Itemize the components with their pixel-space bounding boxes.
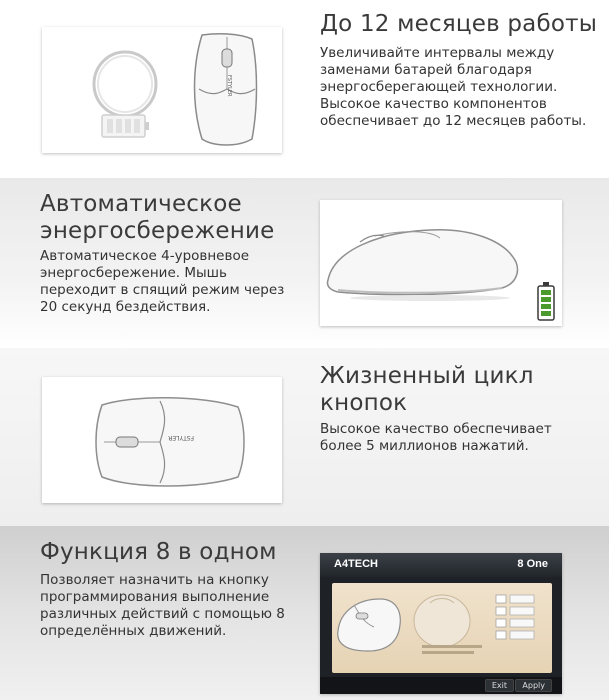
- apply-button[interactable]: Apply: [515, 679, 552, 692]
- software-product-logo: 8 One: [517, 558, 548, 570]
- battery-life-image: [42, 27, 282, 153]
- software-screenshot: [320, 553, 562, 694]
- battery-icon: [538, 282, 554, 320]
- section-title: Функция 8 в одном: [40, 539, 277, 565]
- section-description: Высокое качество обеспечивает более 5 миллионов нажатий.: [320, 421, 552, 454]
- section-title: Жизненный цикл кнопок: [320, 363, 534, 416]
- exit-button[interactable]: Exit: [485, 679, 514, 692]
- software-footer: [320, 677, 562, 694]
- feature-8-in-1: [0, 526, 609, 700]
- mouse-top-horizontal-illustration: [42, 377, 282, 503]
- software-mouse-image: [334, 591, 404, 657]
- button-lifecycle-image: [42, 377, 282, 503]
- feature-power-saving: [0, 178, 609, 348]
- mouse-side-illustration: [320, 200, 562, 326]
- section-title: До 12 месяцев работы: [320, 11, 598, 37]
- software-header: [320, 553, 562, 577]
- feature-button-lifecycle: [0, 348, 609, 526]
- software-brand-logo: A4TECH: [334, 558, 379, 570]
- battery-mouse-illustration: [42, 27, 282, 153]
- section-description: Увеличивайте интервалы между заменами батарей благодаря энергосберегающей технологии. Высокое качество компонентов обеспечивает до 12 месяцев работы.: [320, 45, 587, 129]
- feature-battery-life: [0, 0, 609, 178]
- svg-text:FSTYLER: FSTYLER: [226, 75, 232, 97]
- section-description: Автоматическое 4-уровневое энергосбережение. Мышь переходит в спящий режим через 20 секунд бездействия.: [40, 248, 285, 315]
- svg-text:FSTYLER: FSTYLER: [168, 434, 194, 441]
- section-title: Автоматическое энергосбережение: [40, 191, 275, 244]
- section-description: Позволяет назначить на кнопку программирования выполнение различных действий с помощью 8 определённых движений.: [40, 572, 285, 639]
- power-saving-image: [320, 200, 562, 326]
